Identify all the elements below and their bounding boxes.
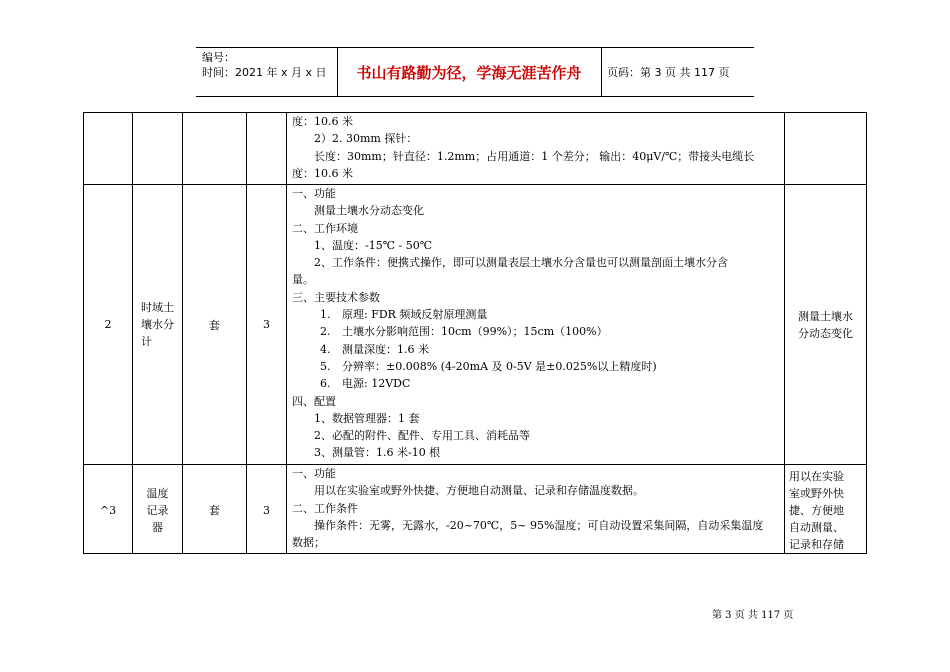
- spec-line: 度：10.6 米: [292, 166, 353, 180]
- item-use-line: 分动态变化: [798, 326, 853, 340]
- header-motto: 书山有路勤为径，学海无涯苦作舟: [356, 63, 582, 82]
- spec-line: 度：10.6 米: [292, 115, 353, 128]
- spec-line: 测量土壤水分动态变化: [314, 204, 424, 218]
- table-row: [84, 465, 867, 554]
- document-number: 编号：: [202, 51, 235, 64]
- page-footer: 第 3 页 共 117 页: [712, 610, 794, 621]
- spec-param: 5. 分辨率：±0.008% (4-20mA 及 0-5V 是±0.025%以上精度时): [320, 359, 657, 373]
- spec-line: 1、数据管理器：1 套: [314, 411, 420, 425]
- spec-heading: 二、工作环境: [292, 221, 358, 235]
- spec-line: 数据；: [292, 536, 325, 550]
- item-unit: 套: [183, 185, 247, 465]
- item-name-cell: [133, 465, 183, 554]
- item-use-cell: [785, 185, 867, 465]
- table-row: [84, 113, 867, 185]
- item-unit: 套: [183, 465, 247, 554]
- spec-param: 2. 土壤水分影响范围：10cm（99%）；15cm（100%）: [320, 325, 608, 339]
- item-number: 2: [84, 185, 133, 465]
- item-use-line: 自动测量、: [789, 520, 844, 534]
- spec-line: 2、工作条件：便携式操作，即可以测量表层土壤水分含量也可以测量剖面土壤水分含: [314, 256, 728, 270]
- item-number-cell: [84, 113, 133, 185]
- spec-line: 用以在实验室或野外快捷、方便地自动测量、记录和存储温度数据。: [314, 484, 644, 498]
- item-number: ^3: [84, 465, 133, 554]
- item-use-line: 捷、方便地: [789, 503, 844, 517]
- spec-heading: 一、功能: [292, 467, 336, 480]
- item-name-line: 记录: [146, 503, 169, 517]
- item-name-line: 壤水分: [141, 318, 174, 331]
- header-meta: [202, 50, 327, 80]
- spec-param: 4. 测量深度：1.6 米: [320, 342, 429, 356]
- item-name-line: 器: [152, 520, 163, 534]
- item-use-cell: [785, 465, 867, 554]
- spec-heading: 三、主要技术参数: [292, 290, 380, 304]
- item-qty: 3: [247, 185, 287, 465]
- spec-param: 1. 原理: FDR 频域反射原理测量: [320, 308, 488, 322]
- equipment-table: [83, 112, 867, 554]
- item-spec-cell: [287, 113, 785, 185]
- header-divider: [601, 47, 602, 97]
- item-name-line: 温度: [146, 486, 169, 500]
- spec-line: 3、测量管：1.6 米-10 根: [314, 446, 441, 460]
- spec-heading: 二、工作条件: [292, 501, 358, 515]
- page-header: [196, 47, 754, 97]
- item-unit-cell: [183, 113, 247, 185]
- spec-line: 长度：30mm；针直径：1.2mm；占用通道：1 个差分； 输出：40μV/℃；带接头电缆长: [314, 149, 755, 163]
- item-name-cell: [133, 113, 183, 185]
- spec-line: 2、必配的附件、配件、专用工具、消耗品等: [314, 429, 530, 443]
- item-name: [141, 299, 174, 350]
- item-use-line: 室或野外快: [789, 486, 844, 500]
- spec-heading: 四、配置: [292, 394, 336, 408]
- table-row: [84, 185, 867, 465]
- spec-line: 量。: [292, 273, 314, 287]
- item-use-line: 测量土壤水: [798, 309, 853, 323]
- header-page-number: 页码：第 3 页 共 117 页: [607, 66, 730, 79]
- spec-line: 操作条件：无雾，无露水，-20~70℃，5~ 95%湿度；可自动设置采集间隔，自动采集温度: [314, 518, 764, 532]
- spec-line: 2）2. 30mm 探针：: [314, 132, 418, 146]
- spec-heading: 一、功能: [292, 187, 336, 200]
- spec-line: 1、温度：-15℃ - 50℃: [314, 238, 433, 252]
- item-name-line: 计: [141, 335, 152, 348]
- spec-param: 6. 电源: 12VDC: [320, 377, 411, 391]
- item-spec-cell: [287, 185, 785, 465]
- document-date: 时间：2021 年 x 月 x 日: [202, 66, 327, 79]
- item-spec-cell: [287, 465, 785, 554]
- item-use-cell: [785, 113, 867, 185]
- item-name-line: 时域土: [141, 301, 174, 314]
- item-qty-cell: [247, 113, 287, 185]
- item-name-cell: [133, 185, 183, 465]
- item-use-line: 记录和存储: [789, 537, 844, 551]
- item-use-line: 用以在实验: [789, 469, 844, 483]
- item-qty: 3: [247, 465, 287, 554]
